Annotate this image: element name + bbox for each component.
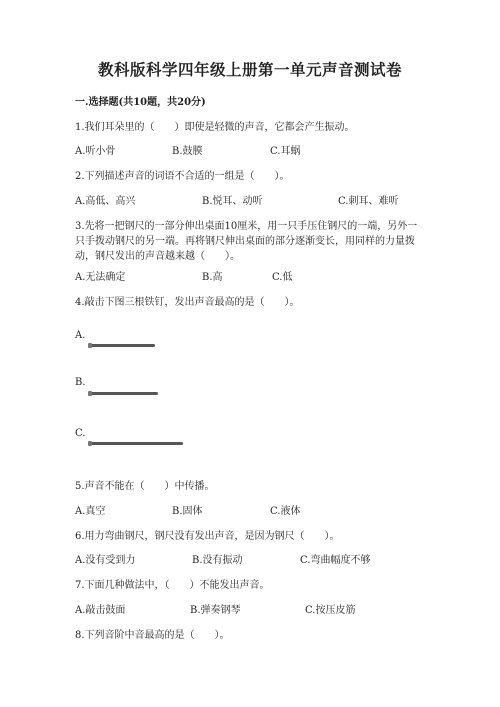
question-8: 8.下列音阶中音最高的是（ ）。 [75, 630, 230, 641]
question-2: 2.下列描述声音的词语不合适的一组是（ ）。 [75, 171, 290, 182]
nail-c-image [90, 442, 183, 445]
question-5: 5.声音不能在（ ）中传播。 [75, 481, 215, 492]
q6-option-b: B.没有振动 [192, 555, 243, 566]
q5-option-a: A.真空 [75, 506, 106, 517]
q6-option-c: C.弯曲幅度不够 [300, 555, 371, 566]
q4-label-c: C. [75, 428, 86, 439]
page-title: 教科版科学四年级上册第一单元声音测试卷 [97, 60, 402, 79]
q7-option-c: C.按压皮筋 [305, 605, 356, 616]
q6-option-a: A.没有受到力 [75, 555, 136, 566]
q5-option-b: B.固体 [172, 506, 203, 517]
section-heading: 一.选择题(共10题，共20分) [75, 97, 206, 108]
q4-label-b: B. [75, 377, 86, 388]
q3-option-c: C.低 [272, 272, 293, 283]
q4-label-a: A. [75, 330, 86, 341]
question-3-line-1: 3.先将一把钢尺的一部分伸出桌面10厘米，用一只手压住钢尺的一端，另外一 [75, 221, 418, 232]
question-6: 6.用力弯曲钢尺，钢尺没有发出声音，是因为钢尺（ ）。 [75, 531, 340, 542]
question-7: 7.下面几种做法中，（ ）不能发出声音。 [75, 580, 270, 591]
q1-option-a: A.听小骨 [75, 146, 116, 157]
nail-b-image [90, 392, 158, 395]
q3-option-b: B.高 [202, 272, 223, 283]
question-3-line-3: 动，钢尺发出的声音越来越（ ）。 [75, 251, 240, 262]
question-4: 4.敲击下图三根铁钉，发出声音最高的是（ ）。 [75, 297, 300, 308]
q1-option-b: B.鼓膜 [172, 146, 203, 157]
question-1: 1.我们耳朵里的（ ）即使是轻微的声音，它都会产生振动。 [75, 122, 355, 133]
q1-option-c: C.耳蜗 [270, 146, 301, 157]
q2-option-a: A.高低、高兴 [75, 196, 136, 207]
q2-option-c: C.刺耳、难听 [338, 196, 399, 207]
q7-option-a: A.敲击鼓面 [75, 605, 126, 616]
q3-option-a: A.无法确定 [75, 272, 126, 283]
nail-a-image [90, 344, 155, 347]
q2-option-b: B.悦耳、动听 [202, 196, 263, 207]
q5-option-c: C.液体 [270, 506, 301, 517]
question-3-line-2: 只手拨动钢尺的另一端。再将钢尺伸出桌面的部分逐渐变长，用同样的力量拨 [75, 236, 415, 247]
q7-option-b: B.弹奏钢琴 [190, 605, 241, 616]
